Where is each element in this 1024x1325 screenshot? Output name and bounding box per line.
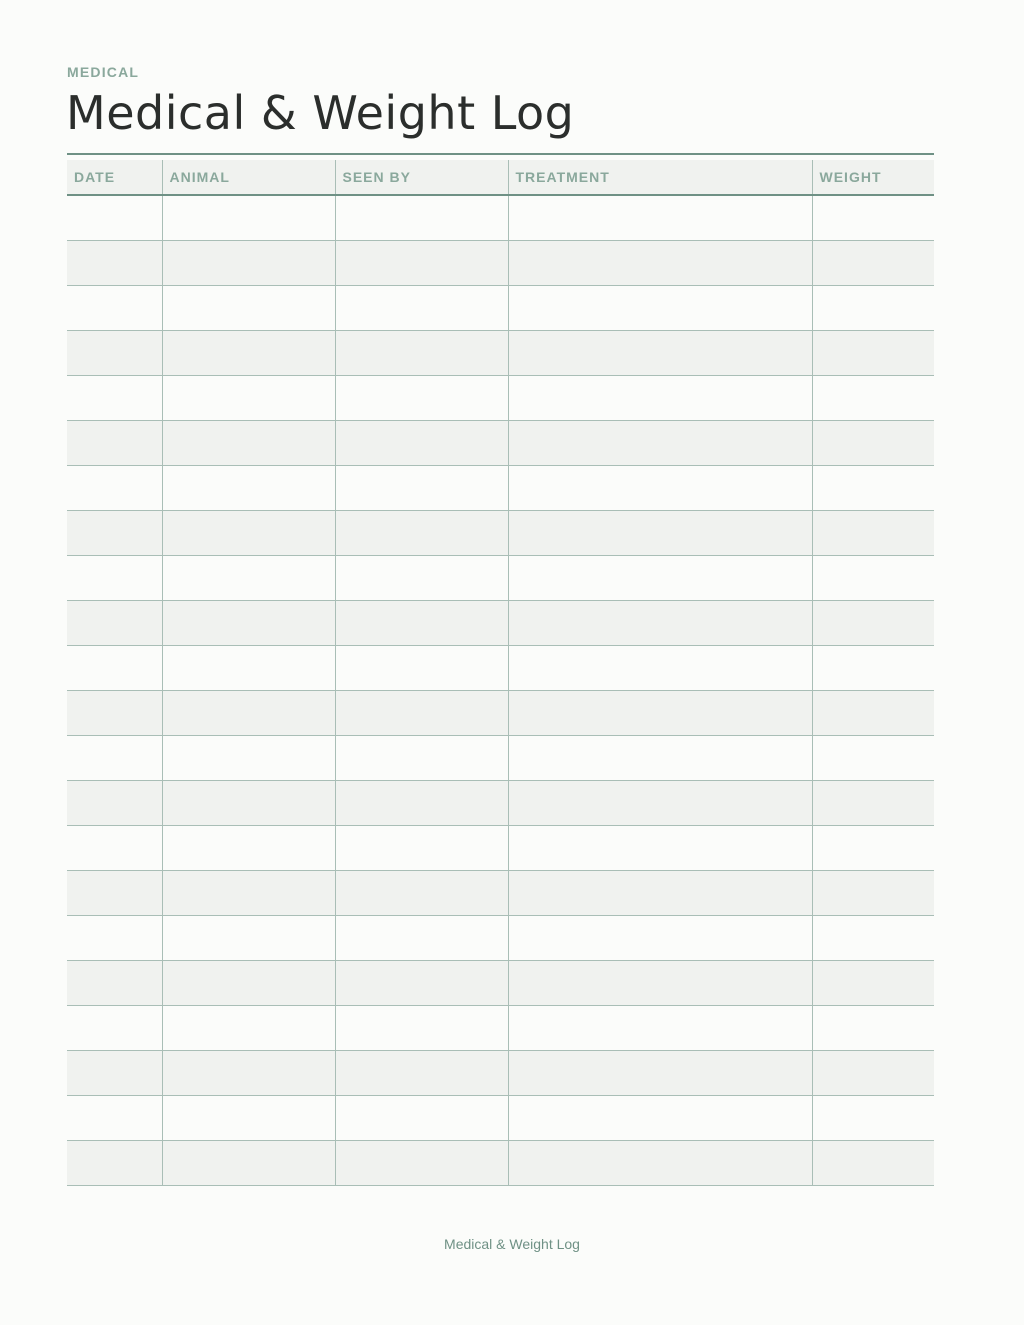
cell-animal[interactable] (162, 466, 335, 511)
cell-treatment[interactable] (508, 376, 812, 421)
cell-animal[interactable] (162, 376, 335, 421)
cell-date[interactable] (67, 466, 162, 511)
cell-date[interactable] (67, 511, 162, 556)
cell-weight[interactable] (812, 736, 934, 781)
cell-date[interactable] (67, 961, 162, 1006)
page-title: Medical & Weight Log (66, 86, 575, 140)
cell-weight[interactable] (812, 241, 934, 286)
cell-date[interactable] (67, 691, 162, 736)
cell-treatment[interactable] (508, 331, 812, 376)
table-row (67, 556, 934, 601)
table-row (67, 195, 934, 241)
cell-seen-by[interactable] (335, 376, 508, 421)
cell-seen-by[interactable] (335, 286, 508, 331)
cell-date[interactable] (67, 871, 162, 916)
cell-animal[interactable] (162, 601, 335, 646)
cell-date[interactable] (67, 331, 162, 376)
cell-treatment[interactable] (508, 556, 812, 601)
cell-treatment[interactable] (508, 691, 812, 736)
cell-weight[interactable] (812, 376, 934, 421)
table-row (67, 871, 934, 916)
cell-animal[interactable] (162, 286, 335, 331)
cell-seen-by[interactable] (335, 466, 508, 511)
table-row (67, 466, 934, 511)
cell-seen-by[interactable] (335, 1141, 508, 1186)
table-row (67, 421, 934, 466)
cell-animal[interactable] (162, 691, 335, 736)
cell-treatment[interactable] (508, 1051, 812, 1096)
medical-weight-log-table (67, 160, 934, 1186)
cell-seen-by[interactable] (335, 781, 508, 826)
table-row (67, 331, 934, 376)
table-row (67, 826, 934, 871)
cell-animal[interactable] (162, 1141, 335, 1186)
cell-date[interactable] (67, 736, 162, 781)
table-row (67, 736, 934, 781)
cell-weight[interactable] (812, 466, 934, 511)
cell-weight[interactable] (812, 871, 934, 916)
cell-seen-by[interactable] (335, 691, 508, 736)
cell-animal[interactable] (162, 871, 335, 916)
table-row (67, 286, 934, 331)
cell-treatment[interactable] (508, 286, 812, 331)
cell-date[interactable] (67, 1051, 162, 1096)
table-row (67, 1006, 934, 1051)
cell-seen-by[interactable] (335, 871, 508, 916)
cell-date[interactable] (67, 195, 162, 241)
cell-date[interactable] (67, 376, 162, 421)
cell-date[interactable] (67, 1006, 162, 1051)
cell-treatment[interactable] (508, 1006, 812, 1051)
cell-date[interactable] (67, 241, 162, 286)
cell-seen-by[interactable] (335, 556, 508, 601)
cell-treatment[interactable] (508, 736, 812, 781)
cell-weight[interactable] (812, 1096, 934, 1141)
cell-animal[interactable] (162, 646, 335, 691)
cell-weight[interactable] (812, 331, 934, 376)
cell-animal[interactable] (162, 826, 335, 871)
cell-weight[interactable] (812, 286, 934, 331)
cell-seen-by[interactable] (335, 916, 508, 961)
cell-weight[interactable] (812, 781, 934, 826)
table-header-row (67, 160, 934, 195)
cell-seen-by[interactable] (335, 646, 508, 691)
cell-treatment[interactable] (508, 781, 812, 826)
cell-date[interactable] (67, 556, 162, 601)
cell-treatment[interactable] (508, 826, 812, 871)
table-row (67, 916, 934, 961)
cell-date[interactable] (67, 286, 162, 331)
cell-seen-by[interactable] (335, 1051, 508, 1096)
column-header-weight: WEIGHT (812, 160, 934, 195)
cell-weight[interactable] (812, 961, 934, 1006)
cell-animal[interactable] (162, 195, 335, 241)
cell-seen-by[interactable] (335, 1096, 508, 1141)
column-header-animal: ANIMAL (162, 160, 335, 195)
cell-animal[interactable] (162, 781, 335, 826)
table-row (67, 691, 934, 736)
cell-seen-by[interactable] (335, 826, 508, 871)
cell-weight[interactable] (812, 646, 934, 691)
cell-animal[interactable] (162, 421, 335, 466)
cell-seen-by[interactable] (335, 331, 508, 376)
cell-animal[interactable] (162, 1096, 335, 1141)
cell-date[interactable] (67, 1096, 162, 1141)
table-row (67, 376, 934, 421)
cell-date[interactable] (67, 826, 162, 871)
cell-treatment[interactable] (508, 421, 812, 466)
cell-animal[interactable] (162, 511, 335, 556)
cell-weight[interactable] (812, 1051, 934, 1096)
cell-treatment[interactable] (508, 511, 812, 556)
cell-weight[interactable] (812, 916, 934, 961)
table-row (67, 1141, 934, 1186)
cell-date[interactable] (67, 601, 162, 646)
table-row (67, 1051, 934, 1096)
cell-weight[interactable] (812, 826, 934, 871)
cell-animal[interactable] (162, 961, 335, 1006)
table-row (67, 781, 934, 826)
table-row (67, 511, 934, 556)
cell-treatment[interactable] (508, 466, 812, 511)
cell-treatment[interactable] (508, 195, 812, 241)
cell-treatment[interactable] (508, 1141, 812, 1186)
cell-seen-by[interactable] (335, 195, 508, 241)
cell-treatment[interactable] (508, 961, 812, 1006)
cell-animal[interactable] (162, 331, 335, 376)
cell-weight[interactable] (812, 1006, 934, 1051)
cell-animal[interactable] (162, 556, 335, 601)
cell-date[interactable] (67, 916, 162, 961)
cell-weight[interactable] (812, 1141, 934, 1186)
cell-treatment[interactable] (508, 916, 812, 961)
cell-date[interactable] (67, 646, 162, 691)
table-body (67, 195, 934, 1186)
cell-date[interactable] (67, 1141, 162, 1186)
cell-treatment[interactable] (508, 241, 812, 286)
column-header-treatment: TREATMENT (508, 160, 812, 195)
cell-treatment[interactable] (508, 646, 812, 691)
cell-seen-by[interactable] (335, 511, 508, 556)
cell-animal[interactable] (162, 1006, 335, 1051)
header-divider (67, 153, 934, 155)
cell-seen-by[interactable] (335, 961, 508, 1006)
page-footer: Medical & Weight Log (444, 1236, 580, 1252)
cell-treatment[interactable] (508, 601, 812, 646)
cell-animal[interactable] (162, 916, 335, 961)
cell-weight[interactable] (812, 691, 934, 736)
cell-animal[interactable] (162, 241, 335, 286)
column-header-seen-by: SEEN BY (335, 160, 508, 195)
cell-animal[interactable] (162, 736, 335, 781)
table-row (67, 646, 934, 691)
table-row (67, 1096, 934, 1141)
cell-treatment[interactable] (508, 1096, 812, 1141)
cell-seen-by[interactable] (335, 736, 508, 781)
cell-weight[interactable] (812, 195, 934, 241)
cell-weight[interactable] (812, 511, 934, 556)
cell-seen-by[interactable] (335, 1006, 508, 1051)
cell-date[interactable] (67, 781, 162, 826)
column-header-date: DATE (67, 160, 162, 195)
table-row (67, 241, 934, 286)
cell-animal[interactable] (162, 1051, 335, 1096)
cell-date[interactable] (67, 421, 162, 466)
cell-weight[interactable] (812, 556, 934, 601)
cell-weight[interactable] (812, 421, 934, 466)
table-row (67, 601, 934, 646)
cell-weight[interactable] (812, 601, 934, 646)
table-row (67, 961, 934, 1006)
cell-treatment[interactable] (508, 871, 812, 916)
cell-seen-by[interactable] (335, 241, 508, 286)
cell-seen-by[interactable] (335, 601, 508, 646)
section-category: MEDICAL (67, 64, 140, 80)
cell-seen-by[interactable] (335, 421, 508, 466)
